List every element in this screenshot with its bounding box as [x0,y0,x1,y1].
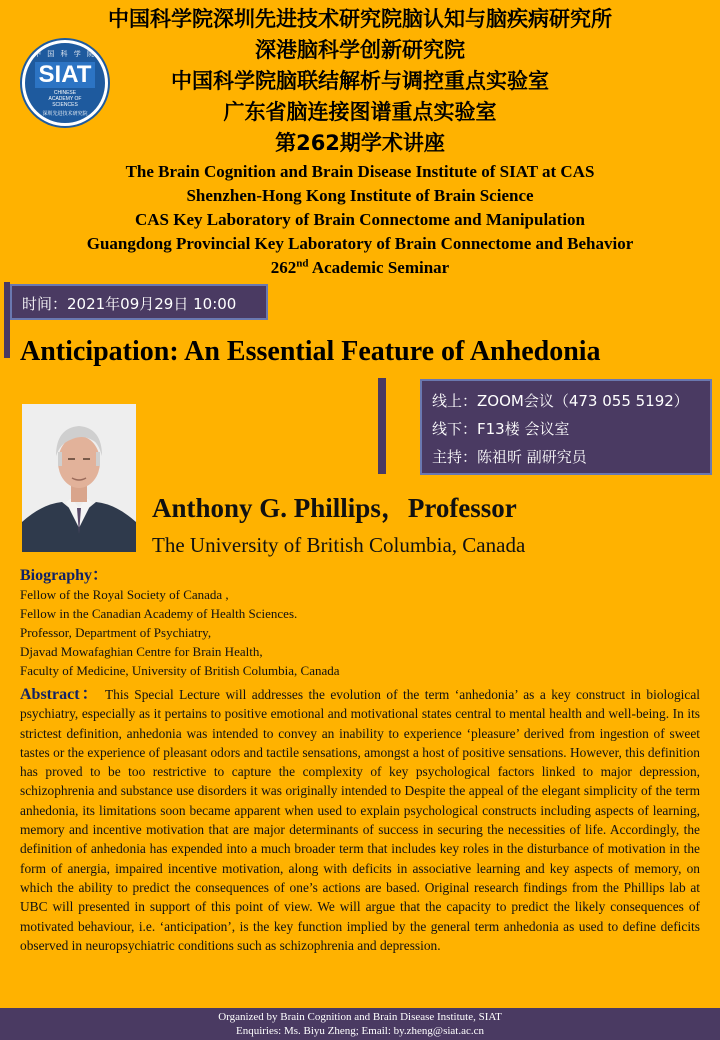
bio-item: Faculty of Medicine, University of British Columbia, Canada [20,663,340,678]
speaker-name: Anthony G. Phillips，Professor [152,493,517,523]
abstract [20,685,700,955]
host-info: 主持：陈祖昕 副研究员 [432,448,587,466]
speaker-photo [22,404,136,552]
online-info: 线上：ZOOM会议（473 055 5192） [432,392,689,410]
bio-item: Fellow in the Canadian Academy of Health Sciences. [20,606,298,621]
speaker-portrait-icon [22,404,136,552]
en-title-line: Guangdong Provincial Key Laboratory of Brain Connectome and Behavior [86,234,634,253]
seminar-num: 262 [270,258,297,277]
bio-item: Professor, Department of Psychiatry, [20,625,212,640]
bio-item: Djavad Mowafaghian Centre for Brain Health, [20,644,263,659]
cn-title-line: 深港脑科学创新研究院 [255,38,465,62]
offline-info: 线下：F13楼 会议室 [432,420,570,438]
logo-ring-text: 中 国 科 学 院 [34,50,96,58]
cn-title-line: 广东省脑连接图谱重点实验室 [223,100,497,124]
en-seminar-number [0,256,720,280]
seminar-rest: Academic Seminar [308,258,450,277]
logo-bottom-text: 深圳先进技术研究院 [42,111,88,117]
logo-sub: CHINESE ACADEMY OF SCIENCES [48,90,82,108]
logo-abbr: SIAT [35,62,96,88]
abstract-text: This Special Lecture will addresses the evolution of the term ‘anhedonia’ as a key construct in biological psychiatry, especially as it pertains to positive emotional and motivational states central to mental health and well-being. In its strictest definition, anhedonia was intended to convey an inability to experience ‘pleasure’ derived from ingestion of sweet tastes or the experience of pleasant odors and tactile sensations, amongst a host of positive sensations. However, this definition has proved to be too restrictive to capture the complexity of key psychological factors linked to major depression, schizophrenia and substance use disorders it was originally intended to Despite the appeal of the elegant simplicity of the term anhedonia, its limitations soon became apparent when used to explain psychological constructs including aspects of learning, memory and incentive motivation that are major determinants of success in securing the necessities of life. Accordingly, the definition of anhedonia has expended into a much broader term that includes key roles in the disturbance of motivation in the form of anergia, impaired incentive motivation, along with deficits in associative learning and key aspects of memory, on which the ability to predict the consequences of one’s actions are based. Original research findings from the Phillips lab at UBC will presented in support of this point of view. We will argue that the capacity to predict the likely consequences of motivated behaviour, i.e. ‘anticipation’, is the key function implied by the general term anhedonia as used to define deficits observed in neuropsychiatric conditions such as schizophrenia and depression. [20,687,700,953]
en-title-line: The Brain Cognition and Brain Disease Institute of SIAT at CAS [125,162,595,181]
footer-enquiries: Enquiries: Ms. Biyu Zheng; Email: by.zheng@siat.ac.cn [235,1025,484,1037]
cn-title-line: 中国科学院脑联结解析与调控重点实验室 [171,69,549,93]
cn-seminar-number: 第262期学术讲座 [275,131,445,155]
venue-info-box [420,379,712,475]
chinese-header [0,4,720,159]
footer [0,1008,720,1040]
cn-title-line: 中国科学院深圳先进技术研究院脑认知与脑疾病研究所 [108,7,612,31]
time-box: 时间：2021年09月29日 10:00 [10,284,268,320]
seminar-sup: nd [296,257,309,270]
speaker-affiliation: The University of British Columbia, Canada [152,533,526,557]
footer-organizer: Organized by Brain Cognition and Brain Disease Institute, SIAT [218,1011,502,1023]
en-title-line: CAS Key Laboratory of Brain Connectome and Manipulation [134,210,586,229]
biography-list [20,585,340,680]
biography-label: Biography： [20,567,109,584]
english-header [0,160,720,280]
abstract-label: Abstract： [20,686,100,703]
en-title-line: Shenzhen-Hong Kong Institute of Brain Science [186,186,534,205]
info-frame-bar [378,378,386,474]
talk-title: Anticipation: An Essential Feature of Anhedonia [20,336,601,367]
bio-item: Fellow of the Royal Society of Canada , [20,587,229,602]
